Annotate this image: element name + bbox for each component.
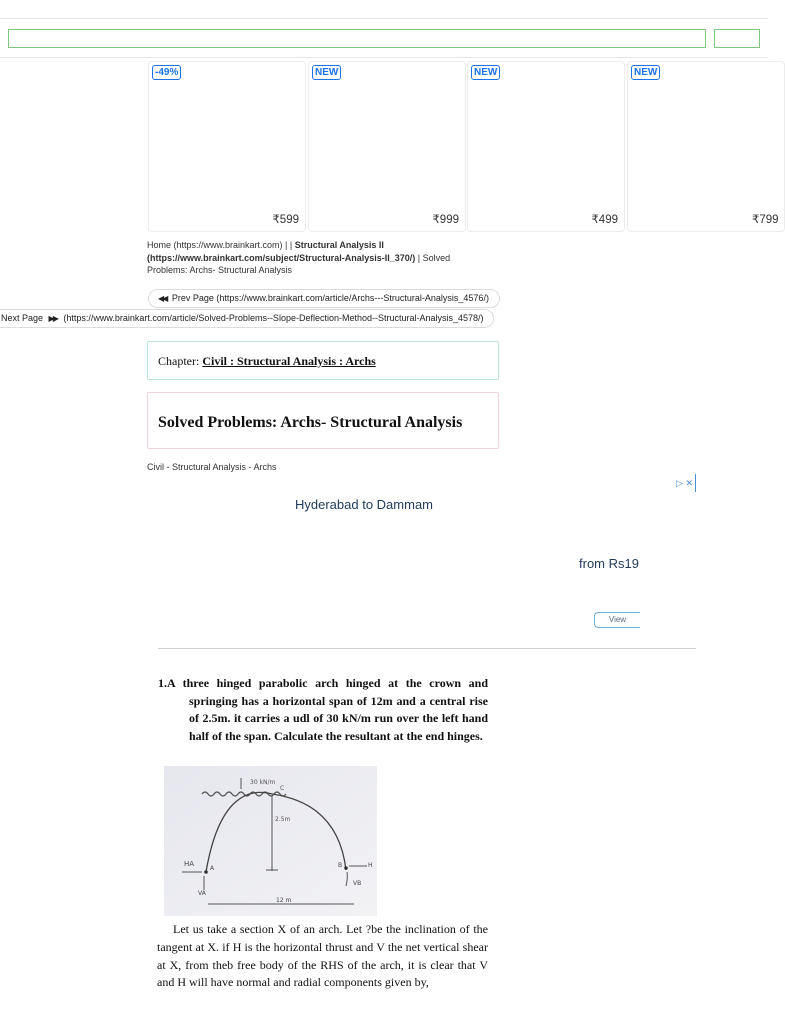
product-price: ₹499 [591,214,618,226]
double-right-arrow-icon: ▶▶ [48,314,57,323]
prev-page-link[interactable] [148,289,500,308]
title-box [147,392,499,449]
right-hinge-label: B [338,862,343,869]
load-label: 30 kN/m [250,779,276,786]
ad-choices-icon[interactable]: ▷ [676,478,683,488]
discount-badge: -49% [152,65,181,80]
left-vertical-label: VA [198,890,206,897]
rise-label: 2.5m [275,816,291,823]
double-left-arrow-icon: ◀◀ [158,294,167,303]
breadcrumb [147,239,467,277]
paper-background [164,766,377,916]
problem-statement: 1.A three hinged parabolic arch hinged at the crown and springing has a horizontal span of 12m and a central rise of 2.5m. it carries a udl of 30 kN/m run over the left hand half of the span. Calculate the resultant at the end hinges. [158,676,488,743]
prev-page-label: Prev Page (https://www.brainkart.com/article/Archs---Structural-Analysis_4576/) [171,293,489,303]
product-card[interactable] [148,61,306,232]
product-price: ₹999 [432,214,459,226]
new-badge: NEW [631,65,660,80]
right-hinge [344,866,348,870]
left-horizontal-label: HA [184,860,195,868]
product-price: ₹799 [752,214,779,226]
ad-view-button[interactable]: View [594,612,640,628]
chapter-box [147,341,499,380]
breadcrumb-subject-link[interactable]: Structural Analysis II (https://www.brainkart.com/subject/Structural-Analysis-II_370/) [147,240,416,263]
search-input[interactable] [8,29,706,48]
product-price: ₹599 [272,214,299,226]
new-badge: NEW [471,65,500,80]
advertisement[interactable] [158,472,696,649]
ad-close-icon[interactable]: ✕ [685,478,693,488]
crown-label: C [280,785,285,792]
product-card[interactable] [467,61,625,232]
explanation-paragraph: Let us take a section X of an arch. Let ?be the inclination of the tangent at X. if H is the horizontal thrust and V the net vertical shear at X, from theb free body of the RHS of the arch, it is clear that V and H will have normal and radial components given by, [157,922,488,990]
new-badge: NEW [312,65,341,80]
next-page-url: (https://www.brainkart.com/article/Solved-Problems--Slope-Deflection-Method--Structural-Analysis_4578/) [63,313,484,323]
right-vertical-label: VB [353,880,362,887]
next-page-link[interactable] [0,309,494,328]
left-hinge-label: A [210,865,215,872]
ad-title[interactable]: Hyderabad to Dammam [295,497,433,512]
chapter-label: Chapter: [158,354,200,368]
right-horizontal-label: H [368,862,373,869]
arch-diagram [164,766,377,916]
chapter-link[interactable]: Civil : Structural Analysis : Archs [202,354,376,368]
product-card[interactable] [627,61,785,232]
page-title: Solved Problems: Archs- Structural Analysis [158,414,463,431]
top-bar [0,18,768,58]
search-button[interactable] [714,29,760,48]
arch-diagram-photo [164,766,377,916]
breadcrumb-current: | Solved Problems: Archs- Structural Analysis [147,252,451,275]
product-carousel [148,61,779,232]
span-label: 12 m [276,897,292,904]
breadcrumb-home-link[interactable]: Home (https://www.brainkart.com) | | [147,240,293,250]
next-page-label: Next Page [1,313,44,323]
left-hinge [204,870,208,874]
ad-choices[interactable] [676,474,696,492]
product-card[interactable] [308,61,466,232]
ad-price: from Rs19 [579,556,639,571]
category-label: Civil - Structural Analysis - Archs [147,462,277,472]
